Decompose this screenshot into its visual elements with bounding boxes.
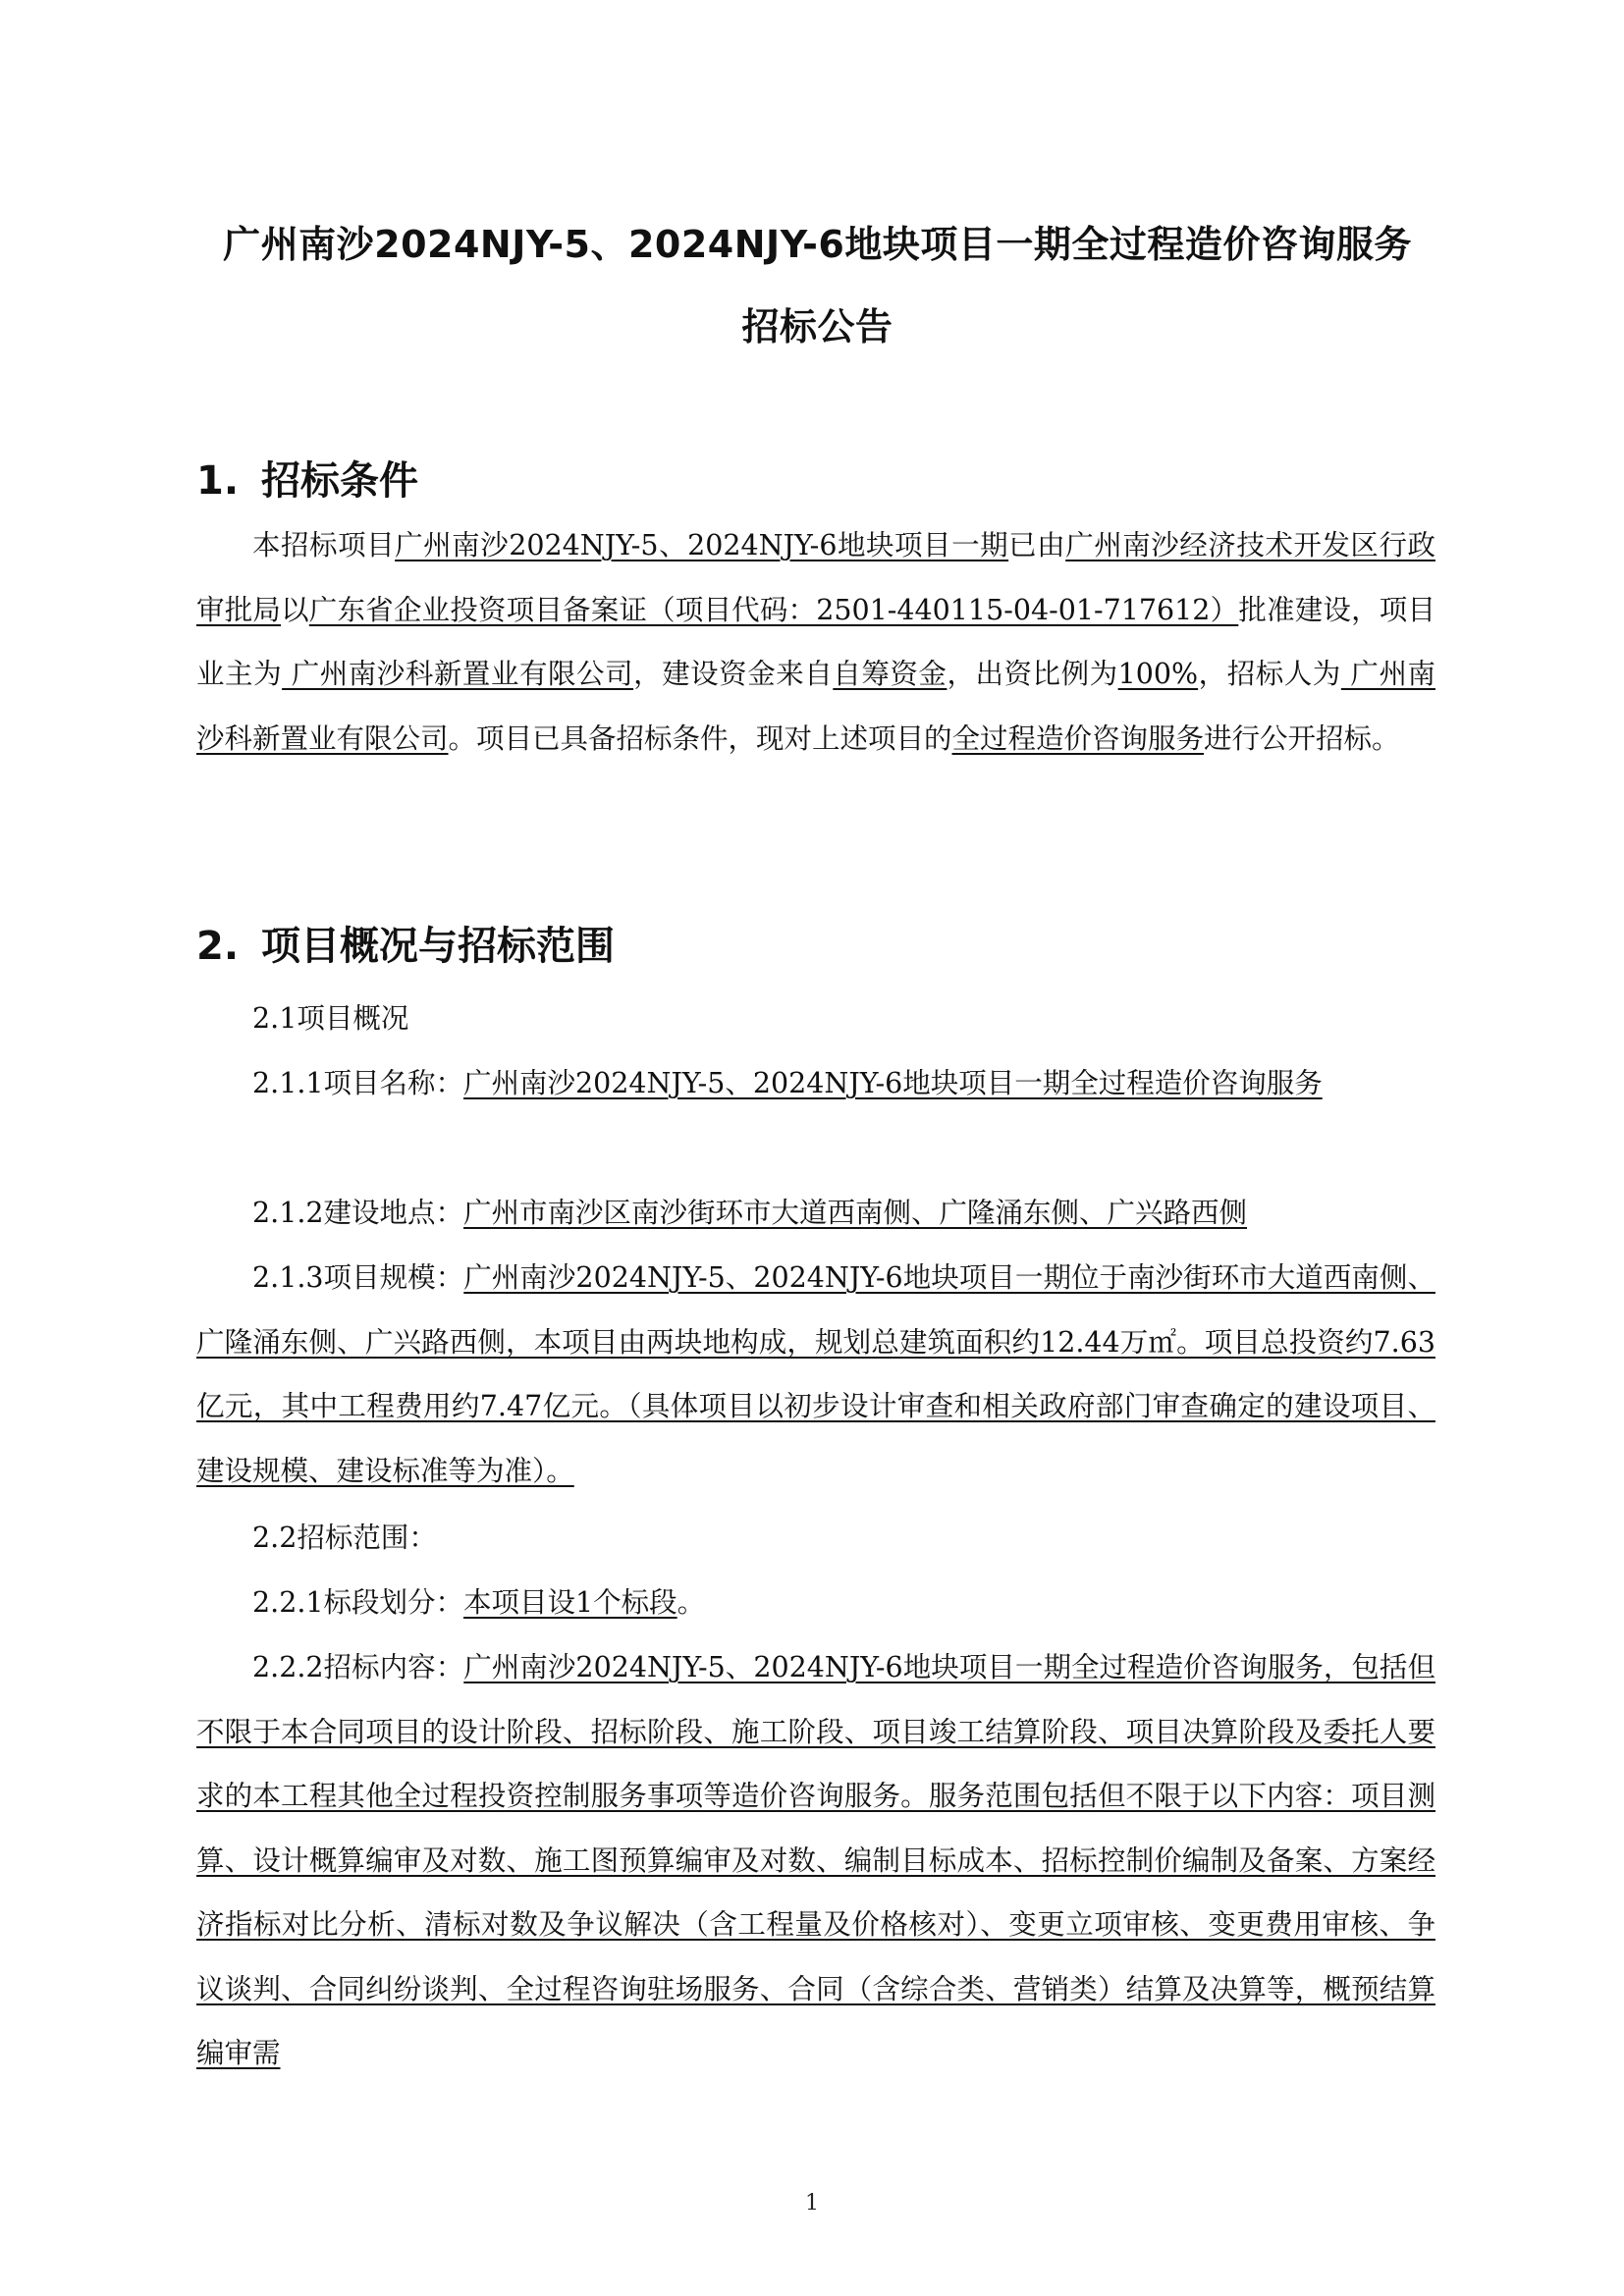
project-owner-field: 广州南沙科新置业有限公司 bbox=[282, 658, 634, 690]
item-2-2-2 bbox=[196, 1635, 1435, 2086]
subsection-2-1: 2.1项目概况 bbox=[252, 1002, 409, 1035]
item-value: 广州南沙2024NJY-5、2024NJY-6地块项目一期全过程造价咨询服务 bbox=[463, 1067, 1323, 1099]
section-2-number: 2. bbox=[196, 924, 240, 969]
item-2-1-2 bbox=[196, 1181, 1435, 1246]
project-name-field: 广州南沙2024NJY-5、2024NJY-6地块项目一期 bbox=[395, 529, 1009, 561]
item-label: 2.1.1项目名称： bbox=[252, 1067, 464, 1099]
item-label: 2.1.3项目规模： bbox=[252, 1261, 464, 1294]
text: 本招标项目 bbox=[252, 529, 396, 561]
item-value: 广州市南沙区南沙街环市大道西南侧、广隆涌东侧、广兴路西侧 bbox=[463, 1197, 1248, 1229]
section-1-number: 1. bbox=[196, 458, 240, 504]
text: ，建设资金来自 bbox=[633, 658, 834, 690]
approval-authority-field: 广州南沙经济技术开发区行政审批局 bbox=[196, 529, 1435, 626]
item-2-1-3 bbox=[196, 1246, 1435, 1503]
funding-source-field: 自筹资金 bbox=[833, 658, 947, 690]
text: 已由 bbox=[1008, 529, 1066, 561]
item-label: 2.2.1标段划分： bbox=[252, 1586, 464, 1619]
section-2-heading bbox=[196, 915, 615, 971]
subsection-2-2: 2.2招标范围： bbox=[252, 1522, 437, 1554]
item-2-2-1 bbox=[196, 1571, 1435, 1635]
text: ，出资比例为 bbox=[947, 658, 1118, 690]
text: 进行公开招标。 bbox=[1204, 721, 1400, 755]
text: 。项目已具备招标条件，现对上述项目的 bbox=[448, 721, 952, 755]
section-1-paragraph bbox=[196, 513, 1435, 771]
tenderer-field: 广州南沙科新置业有限公司 bbox=[196, 658, 1435, 755]
section-1-heading bbox=[196, 450, 418, 506]
funding-ratio-field: 100% bbox=[1117, 658, 1199, 690]
item-label: 2.2.2招标内容： bbox=[252, 1651, 464, 1683]
document-subtitle: 招标公告 bbox=[741, 305, 893, 348]
item-2-1-1 bbox=[196, 1051, 1435, 1116]
document-title: 广州南沙2024NJY-5、2024NJY-6地块项目一期全过程造价咨询服务 bbox=[223, 223, 1412, 266]
text: 。 bbox=[677, 1586, 706, 1619]
approval-document-field: 广东省企业投资项目备案证（项目代码：2501-440115-04-01-717612） bbox=[308, 593, 1239, 626]
text: 以 bbox=[281, 593, 309, 626]
section-2-title: 项目概况与招标范围 bbox=[261, 924, 615, 969]
page-number: 1 bbox=[805, 2191, 819, 2216]
text: 批准建设，项目业主为 bbox=[196, 593, 1435, 690]
item-value: 本项目设1个标段 bbox=[463, 1586, 677, 1619]
text: ，招标人为 bbox=[1198, 658, 1341, 690]
service-name-field: 全过程造价咨询服务 bbox=[951, 721, 1205, 755]
item-value: 广州南沙2024NJY-5、2024NJY-6地块项目一期全过程造价咨询服务，包括但不限于本合同项目的设计阶段、招标阶段、施工阶段、项目竣工结算阶段、项目决算阶段及委托人要求的本工程其他全过程投资控制服务事项等造价咨询服务。服务范围包括但不限于以下内容：项目测算、设计概算编审及对数、施工图预算编审及对数、编制目标成本、招标控制价编制及备案、方案经济指标对比分析、清标对数及争议解决（含工程量及价格核对）、变更立项审核、变更费用审核、争议谈判、合同纠纷谈判、全过程咨询驻场服务、合同（含综合类、营销类）结算及决算等，概预结算编审需 bbox=[196, 1651, 1435, 2069]
item-label: 2.1.2建设地点： bbox=[252, 1197, 464, 1229]
item-value: 广州南沙2024NJY-5、2024NJY-6地块项目一期位于南沙街环市大道西南侧、广隆涌东侧、广兴路西侧，本项目由两块地构成，规划总建筑面积约12.44万㎡。项目总投资约7.63亿元，其中工程费用约7.47亿元。（具体项目以初步设计审查和相关政府部门审查确定的建设项目、建设规模、建设标准等为准）。 bbox=[196, 1261, 1435, 1487]
section-1-title: 招标条件 bbox=[261, 458, 418, 504]
